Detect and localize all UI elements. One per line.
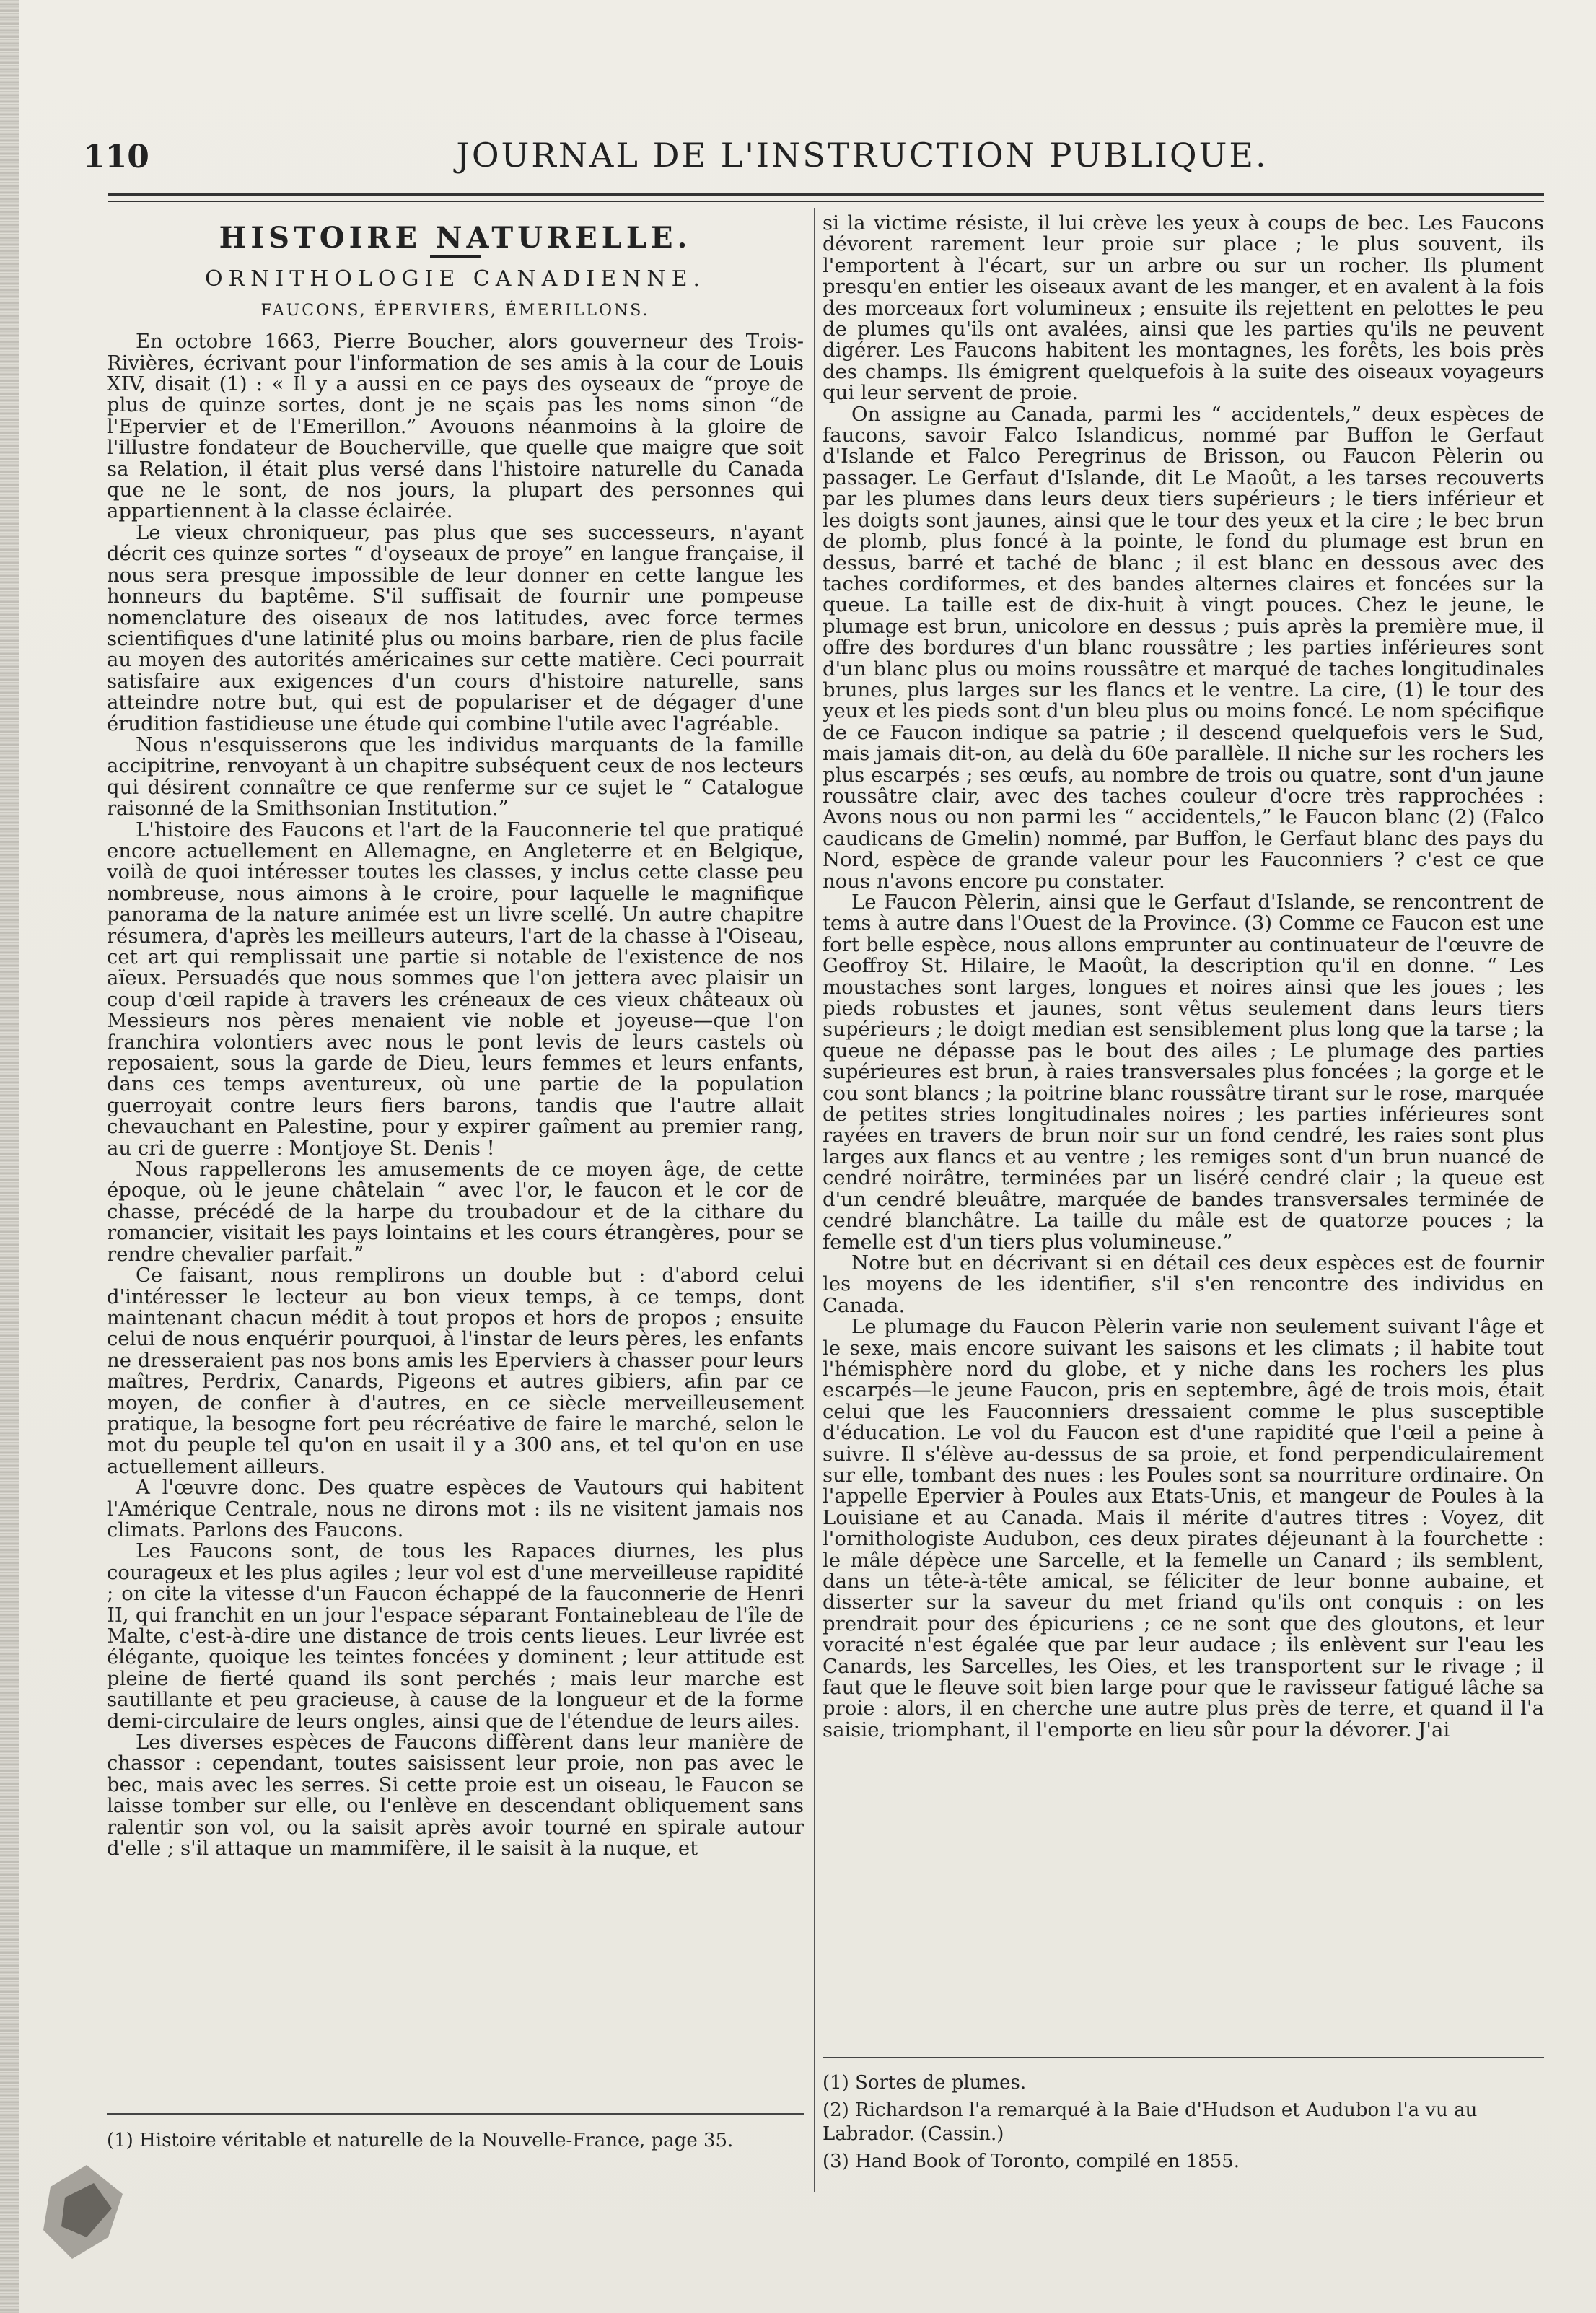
paragraph: Le Faucon Pèlerin, ainsi que le Gerfaut d'Islande, se rencontrent de tems à autre dans l'Ouest de la Province. (3) Comme ce Faucon est une fort belle espèce, nous allons emprunter au continuateur de l'œuvre de Geoffroy St. Hilaire, le Maoût, la description qu'il en donne. “ Les moustaches sont larges, longues et noires ainsi que les joues ; les pieds robustes et jaunes, sont vêtus seulement dans leurs tiers supérieurs ; le doigt median est sensiblement plus long que la tarse ; la queue ne dépasse pas le bout des ailes ; Le plumage des parties supérieures est brun, à raies transversales plus foncées ; la gorge et le cou sont blancs ; la poitrine blanc roussâtre tirant sur le rose, marquée de petites stries longitudinales noires ; les parties inférieures sont rayées en travers de brun noir sur un fond cendré, les raies sont plus larges aux flancs et au ventre ; les remiges sont d'un brun nuancé de cendré noirâtre, terminées par un liséré cendré clair ; la queue est d'un cendré bleuâtre, marquée de bandes transversales terminée de cendré blanchâtre. La taille du mâle est de quatorze pouces ; la femelle est d'un tiers plus volumineuse.”	[823, 891, 1544, 1254]
scan-edge-shadow	[0, 0, 19, 2313]
paragraph: Nous rappellerons les amusements de ce moyen âge, de cette époque, où le jeune châtelain “ avec l'or, le faucon et le cor de chasse, précédé de la harpe du troubadour et de la cithare du romancier, visitait les pays lointains et les cours étrangères, pour se rendre chevalier parfait.”	[107, 1158, 804, 1266]
paragraph: Le plumage du Faucon Pèlerin varie non seulement suivant l'âge et le sexe, mais encore suivant les saisons et les climats ; il habite tout l'hémisphère nord du globe, et y niche dans les rochers les plus escarpés—le jeune Faucon, pris en septembre, âgé de trois mois, était celui que les Fauconniers dressaient comme le plus susceptible d'éducation. Le vol du Faucon est d'une rapidité que l'œil a peine à suivre. Il s'élève au-dessus de sa proie, et fond perpendiculairement sur elle, tombant des nues : les Poules sont sa nourriture ordinaire. On l'appelle Epervier à Poules aux Etats-Unis, et mangeur de Poules à la Louisiane et au Canada. Mais il mérite d'autres titres : Voyez, dit l'ornithologiste Audubon, ces deux pirates déjeunant à la fourchette : le mâle dépèce une Sarcelle, et la femelle un Canard ; ils semblent, dans un tête-à-tête amical, se féliciter de leur bonne aubaine, et disserter sur la saveur du met friand qu'ils ont conquis : on les prendrait pour des épicuriens ; ce ne sont que des gloutons, et leur voracité n'est égalée que par leur audace ; ils enlèvent sur l'eau les Canards, les Sarcelles, les Oies, et les transportent sur le rivage ; il faut que le fleuve soit bien large pour que le ravisseur fatigué lâche sa proie : alors, il en cherche une autre plus près de terre, et quand il l'a saisie, triomphant, il l'emporte en lieu sûr pour la dévorer. J'ai	[823, 1315, 1544, 1741]
footnote-rule-left	[107, 2113, 804, 2115]
article-subsubtitle: FAUCONS, ÉPERVIERS, ÉMERILLONS.	[260, 301, 650, 320]
paragraph: si la victime résiste, il lui crève les yeux à coups de bec. Les Faucons dévorent rarement leur proie sur place ; le plus souvent, ils l'emportent à l'écart, sur un arbre ou sur un rocher. Ils plument presqu'en entier les oiseaux avant de les manger, et en avalent à la fois des morceaux fort volumineux ; ensuite ils rejettent en pelottes le peu de plumes qu'ils ont avalées, ainsi que les parties qu'ils ne peuvent digérer. Les Faucons habitent les montagnes, les forêts, les bois près des champs. Ils émigrent quelquefois à la suite des oiseaux voyageurs qui leur servent de proie.	[823, 213, 1544, 405]
paragraph: Les diverses espèces de Faucons diffèrent dans leur manière de chassor : cependant, toutes saisissent leur proie, non pas avec le bec, mais avec les serres. Si cette proie est un oiseau, le Faucon se laisse tomber sur elle, ou l'enlève en descendant obliquement sans ralentir son vol, ou la saisit après avoir tourné en spirale autour d'elle ; s'il attaque un mammifère, il le saisit à la nuque, et	[107, 1731, 804, 1861]
header-rule-thin	[108, 201, 1544, 202]
column-divider	[814, 208, 815, 2192]
paragraph: Ce faisant, nous remplirons un double but : d'abord celui d'intéresser le lecteur au bon vieux temps, à ce temps, dont maintenant chacun médit à tout propos et hors de propos ; ensuite celui de nous enquérir pourquoi, à l'instar de leurs pères, les enfants ne dresseraient pas nos bons amis les Eperviers à chasser pour leurs maîtres, Perdrix, Canards, Pigeons et autres gibiers, afin par ce moyen, de confier à d'autres, en ce siècle merveilleusement pratique, la besogne fort peu récréative de faire le marché, selon le mot du peuple tel qu'on en usait il y a 300 ans, et tel qu'on en use actuellement ailleurs.	[107, 1264, 804, 1478]
paragraph: Notre but en décrivant si en détail ces deux espèces est de fournir les moyens de les identifier, s'il s'en rencontre des individus en Canada.	[823, 1251, 1544, 1317]
footnotes-right	[823, 2071, 1544, 2177]
paragraph: Le vieux chroniqueur, pas plus que ses successeurs, n'ayant décrit ces quinze sortes “ d'oyseaux de proye” en langue française, il nous sera presque impossible de leur donner en cette langue les honneurs du baptême. S'il suffisait de fournir une pompeuse nomenclature des oiseaux de nos latitudes, avec force termes scientifiques d'une latinité plus ou moins barbare, rien de plus facile au moyen des autorités américaines sur cette matière. Ceci pourrait satisfaire aux exigences d'un cours d'histoire naturelle, sans atteindre notre but, qui est de populariser et de dégager d'une érudition fastidieuse une étude qui combine l'utile avec l'agréable.	[107, 520, 804, 735]
running-head	[83, 136, 1540, 186]
journal-title: JOURNAL DE L'INSTRUCTION PUBLIQUE.	[456, 136, 1268, 175]
scan-corner-blot	[36, 2158, 137, 2266]
section-title: HISTOIRE NATURELLE.	[219, 221, 692, 255]
footnote: (2) Richardson l'a remarqué à la Baie d'Hudson et Audubon l'a vu au Labrador. (Cassin.)	[823, 2099, 1478, 2145]
paragraph: A l'œuvre donc. Des quatre espèces de Vautours qui habitent l'Amérique Centrale, nous ne dirons mot : ils ne visitent jamais nos climats. Parlons des Faucons.	[107, 1476, 804, 1542]
right-column	[823, 213, 1544, 2053]
paragraph: Nous n'esquisserons que les individus marquants de la famille accipitrine, renvoyant à un chapitre subséquent ceux de nos lecteurs qui désirent connaître ce que renferme sur ce sujet le “ Catalogue raisonné de la Smithsonian Institution.”	[107, 733, 804, 821]
footnote: (3) Hand Book of Toronto, compilé en 1855.	[823, 2151, 1240, 2172]
title-dash	[430, 255, 481, 258]
footnote: (1) Sortes de plumes.	[823, 2072, 1027, 2094]
paragraph: L'histoire des Faucons et l'art de la Fauconnerie tel que pratiqué encore actuellement en Allemagne, en Angleterre et en Belgique, voilà de quoi intéresser toutes les classes, y inclus cette classe peu nombreuse, nous aimons à le croire, pour laquelle le magnifique panorama de la nature animée est un livre scellé. Un autre chapitre résumera, d'après les meilleurs auteurs, l'art de la chasse à l'Oiseau, cet art qui remplissait une partie si notable de l'existence de nos aïeux. Persuadés que nous sommes que l'on jettera avec plaisir un coup d'œil rapide à travers les créneaux de ces vieux châteaux où Messieurs nos pères menaient vie noble et joyeuse—que l'on franchira volontiers avec nous le pont levis de leurs castels où reposaient, sous la garde de Dieu, leurs femmes et leurs enfants, dans ces temps aventureux, où une partie de la population guerroyait contre leurs fiers barons, tandis que l'autre allait chevauchant en Palestine, pour y expirer gaîment au premier rang, au cri de guerre : Montjoye St. Denis !	[107, 818, 804, 1160]
footnotes-left	[107, 2129, 804, 2156]
footnote-rule-right	[823, 2057, 1544, 2058]
article-subtitle: ORNITHOLOGIE CANADIENNE.	[204, 266, 706, 292]
paragraph: On assigne au Canada, parmi les “ accidentels,” deux espèces de faucons, savoir Falco Islandicus, nommé par Buffon le Gerfaut d'Islande et Falco Peregrinus de Brisson, ou Faucon Pèlerin ou passager. Le Gerfaut d'Islande, dit Le Maoût, a les tarses recouverts par les plumes dans leurs deux tiers supérieurs ; le tiers inférieur et les doigts sont jaunes, ainsi que le tour des yeux et la cire ; le bec brun de plomb, plus foncé à la pointe, le fond du plumage est brun en dessus, barré et taché de blanc ; il est blanc en dessous avec des taches cordiformes, et des bandes alternes claires et foncées sur la queue. La taille est de dix-huit à vingt pouces. Chez le jeune, le plumage est brun, unicolore en dessus ; puis après la première mue, il offre des bordures d'un blanc roussâtre ; les parties inférieures sont d'un blanc plus ou moins roussâtre et marqué de taches longitudinales brunes, plus larges sur les flancs et le ventre. La cire, (1) le tour des yeux et les pieds sont d'un bleu plus ou moins foncé. Le nom spécifique de ce Faucon indique sa patrie ; il descend quelquefois vers le Sud, mais jamais dit-on, au delà du 60e parallèle. Il niche sur les rochers les plus escarpés ; ses œufs, au nombre de trois ou quatre, sont d'un jaune roussâtre clair, avec des taches couleur d'ocre très rapprochées : Avons nous ou non parmi les “ accidentels,” le Faucon blanc (2) (Falco caudicans de Gmelin) nommé, par Buffon, le Gerfaut blanc des pays du Nord, espèce de grande valeur pour les Fauconniers ? c'est ce que nous n'avons encore pu constater.	[823, 402, 1544, 893]
paragraph: En octobre 1663, Pierre Boucher, alors gouverneur des Trois-Rivières, écrivant pour l'information de ses amis à la cour de Louis XIV, disait (1) : « Il y a aussi en ce pays des oyseaux de “proye de plus de quinze sortes, dont je ne sçais pas les noms sinon “de l'Epervier et de l'Emerillon.” Avouons néanmoins à la gloire de l'illustre fondateur de Boucherville, que quelle que maigre que soit sa Relation, il était plus versé dans l'histoire naturelle du Canada que ne le sont, de nos jours, la plupart des personnes qui appartiennent à la classe éclairée.	[107, 330, 804, 523]
footnote: (1) Histoire véritable et naturelle de la Nouvelle-France, page 35.	[107, 2130, 734, 2151]
header-rule-thick	[108, 193, 1544, 196]
page-number: 110	[83, 139, 149, 175]
paragraph: Les Faucons sont, de tous les Rapaces diurnes, les plus courageux et les plus agiles ; leur vol est d'une merveilleuse rapidité ; on cite la vitesse d'un Faucon échappé de la fauconnerie de Henri II, qui franchit en un jour l'espace séparant Fontainebleau de l'île de Malte, c'est-à-dire une distance de trois cents lieues. Leur livrée est élégante, quoique les teintes foncées y dominent ; leur attitude est pleine de fierté quand ils sont perchés ; mais leur marche est sautillante et peu gracieuse, à cause de la longueur et de la forme demi-circulaire de leurs ongles, ainsi que de l'étendue de leurs ailes.	[107, 1539, 804, 1733]
left-column	[107, 213, 804, 2111]
